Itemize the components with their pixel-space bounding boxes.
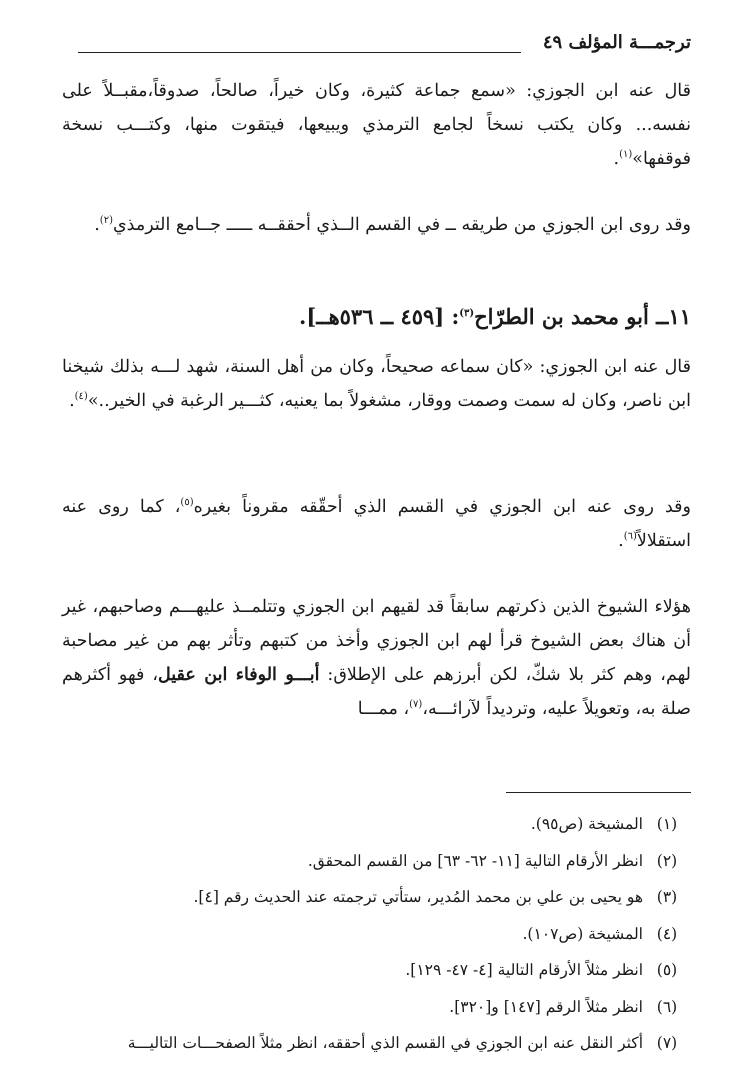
paragraph-2: [62, 208, 691, 242]
footnote-ref-1[interactable]: (١): [619, 149, 633, 161]
footnotes-list: [62, 806, 691, 1062]
footnote-text: هو يحيى بن علي بن محمد المُدير، ستأتي ترجمته عند الحديث رقم [٤].: [193, 888, 643, 906]
footnote-number: (٧): [656, 1034, 678, 1052]
footnote-number: (٥): [656, 961, 678, 979]
footnote-item: [62, 879, 691, 916]
footnote-ref-4[interactable]: (٤): [74, 391, 88, 403]
paragraph-5-end: .: [618, 531, 624, 551]
paragraph-6-bold-name: أبـــو الوفاء ابن عقيل: [157, 665, 320, 685]
footnote-ref-5[interactable]: (٥): [180, 497, 194, 509]
footnote-item: [62, 1025, 691, 1062]
heading-dates: : [٤٥٩ ــ ٥٣٦هــ].: [299, 304, 460, 329]
paragraph-4: [62, 350, 691, 418]
paragraph-2-text: وقد روى ابن الجوزي من طريقه ــ في القسم الــذي أحققــه ـــــ جــامع الترمذي: [112, 215, 691, 235]
paragraph-2-end: .: [94, 215, 100, 235]
running-header: [78, 32, 691, 56]
paragraph-6-text-a: هؤلاء الشيوخ الذين ذكرتهم سابقاً قد لقيهم ابن الجوزي وتتلمــذ عليهـــم وصاحبهم، غير أن هناك بعض الشيوخ قرأ لهم ابن الجوزي وأخذ من كتبهم وتأثر بهم من غير مصاحبة لهم، وهم كثر بلا شكّ، لكن أبرزهم على الإطلاق:: [62, 597, 691, 685]
footnote-text: انظر الأرقام التالية [١١- ٦٢- ٦٣] من القسم المحقق.: [307, 851, 643, 870]
footnote-text: انظر مثلاً الرقم [١٤٧] و[٣٢٠].: [449, 997, 643, 1016]
paragraph-5: [62, 490, 691, 558]
footnote-item: [62, 989, 691, 1026]
paragraph-5-text-b: ، كما روى عنه استقلالاً: [62, 497, 691, 551]
paragraph-6-text-b: ، فهو أكثرهم صلة به، وتعويلاً عليه، وترديداً لآرائـــه،: [62, 665, 691, 719]
paragraph-6-text-c: ، ممـــا: [357, 699, 410, 719]
paragraph-1-end: .: [613, 149, 620, 169]
footnote-separator: [506, 792, 691, 793]
heading-name: ١١ــ أبو محمد بن الطرّاح: [474, 304, 691, 329]
footnote-ref-3[interactable]: (٣): [459, 308, 475, 319]
footnote-item: [62, 916, 691, 953]
paragraph-1: [62, 74, 691, 176]
footnote-ref-6[interactable]: (٦): [623, 531, 637, 543]
footnote-number: (٦): [656, 997, 678, 1016]
footnote-ref-7[interactable]: (٧): [409, 699, 423, 711]
header-title: ترجمـــة المؤلف ٤٩: [542, 32, 691, 53]
paragraph-6: [62, 590, 691, 726]
footnote-text: المشيخة (ص٩٥).: [530, 815, 643, 833]
footnote-text: المشيخة (ص١٠٧).: [522, 924, 643, 943]
footnote-text: انظر مثلاً الأرقام التالية [٤- ٤٧- ١٢٩].: [405, 961, 643, 979]
footnote-item: [62, 843, 691, 880]
footnote-ref-2[interactable]: (٢): [99, 215, 113, 227]
header-rule: [78, 52, 521, 53]
footnote-number: (٢): [656, 851, 678, 870]
paragraph-4-text: قال عنه ابن الجوزي: «كان سماعه صحيحاً، وكان من أهل السنة، شهد لـــه بذلك شيخنا ابن ناصر، وكان له سمت وصمت ووقار، مشغولاً بما يعنيه، كثـــير الرغبة في الخير..»: [62, 357, 691, 411]
paragraph-5-text-a: وقد روى عنه ابن الجوزي في القسم الذي أحقّقه مقروناً بغيره: [193, 497, 691, 517]
footnote-item: [62, 952, 691, 989]
footnote-text: أكثر النقل عنه ابن الجوزي في القسم الذي أحققه، انظر مثلاً الصفحـــات التاليـــة: [127, 1034, 643, 1052]
footnote-number: (٤): [656, 924, 678, 943]
footnote-number: (١): [656, 815, 678, 833]
paragraph-4-end: .: [69, 391, 75, 411]
paragraph-1-text: قال عنه ابن الجوزي: «سمع جماعة كثيرة، وكان خيراً، صالحاً، صدوقاً،مقبــلاً على نفسه... وكان يكتب نسخاً لجامع الترمذي ويبيعها، فيتقوت منها، وكتـــب نسخة فوقفها»: [62, 81, 691, 169]
section-heading: [62, 300, 691, 334]
footnote-item: [62, 806, 691, 843]
footnote-number: (٣): [656, 888, 678, 906]
